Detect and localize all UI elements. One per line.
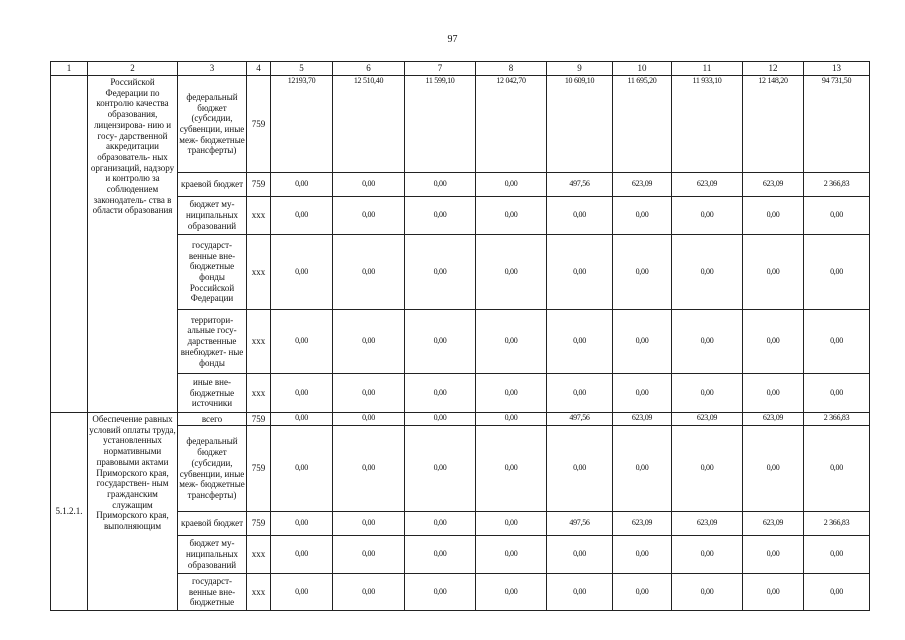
- value-cell: 0,00: [271, 512, 333, 536]
- value-cell: 0,00: [743, 536, 804, 574]
- value-cell: 0,00: [476, 512, 547, 536]
- value-cell: 497,56: [547, 512, 613, 536]
- value-cell: 623,09: [613, 173, 672, 197]
- value-cell: 0,00: [743, 235, 804, 310]
- value-cell: 0,00: [405, 197, 476, 235]
- code-cell: ххх: [247, 197, 271, 235]
- code-cell: 759: [247, 512, 271, 536]
- value-cell: 0,00: [804, 310, 870, 374]
- value-cell: 0,00: [476, 310, 547, 374]
- code-cell: 759: [247, 173, 271, 197]
- value-cell: 0,00: [333, 374, 405, 413]
- value-cell: 0,00: [405, 374, 476, 413]
- value-cell: 0,00: [405, 235, 476, 310]
- value-cell: 0,00: [271, 173, 333, 197]
- funding-source-cell: бюджет му- ниципальных образований: [178, 197, 247, 235]
- column-header: 8: [476, 62, 547, 76]
- value-cell: 0,00: [333, 512, 405, 536]
- value-cell: 0,00: [476, 235, 547, 310]
- event-name-cell: Обеспечение равных условий оплаты труда, установленных нормативными правовыми актами Приморского края, государствен- ным гражданским служащим Приморского края, выполняющим: [88, 413, 178, 611]
- code-cell: 759: [247, 76, 271, 173]
- value-cell: 0,00: [333, 310, 405, 374]
- column-header: 12: [743, 62, 804, 76]
- value-cell: 0,00: [547, 536, 613, 574]
- code-cell: ххх: [247, 374, 271, 413]
- value-cell: 0,00: [333, 536, 405, 574]
- column-header: 9: [547, 62, 613, 76]
- value-cell: 0,00: [804, 574, 870, 611]
- funding-source-cell: краевой бюджет: [178, 512, 247, 536]
- value-cell: 623,09: [672, 173, 743, 197]
- value-cell: 0,00: [476, 374, 547, 413]
- value-cell: 0,00: [476, 536, 547, 574]
- table-row: [51, 413, 870, 426]
- value-cell: 0,00: [743, 426, 804, 512]
- value-cell: 0,00: [405, 310, 476, 374]
- value-cell: 0,00: [613, 197, 672, 235]
- column-header: 11: [672, 62, 743, 76]
- value-cell: 623,09: [613, 413, 672, 426]
- value-cell: 623,09: [672, 413, 743, 426]
- value-cell: 0,00: [547, 426, 613, 512]
- column-header: 4: [247, 62, 271, 76]
- code-cell: 759: [247, 426, 271, 512]
- value-cell: 0,00: [476, 426, 547, 512]
- value-cell: 0,00: [333, 197, 405, 235]
- column-header: 7: [405, 62, 476, 76]
- value-cell: 0,00: [547, 235, 613, 310]
- event-name-cell: Российской Федерации по контролю качества образования, лицензирова- нию и госу- дарственной аккредитации образователь- ных организаций, надзору и контролю за соблюдением законодатель- ства в области образования: [88, 76, 178, 413]
- column-header: 10: [613, 62, 672, 76]
- value-cell: 0,00: [405, 536, 476, 574]
- value-cell: 0,00: [405, 574, 476, 611]
- column-header: 5: [271, 62, 333, 76]
- funding-source-cell: всего: [178, 413, 247, 426]
- value-cell: 0,00: [743, 374, 804, 413]
- funding-source-cell: иные вне- бюджетные источники: [178, 374, 247, 413]
- column-header: 13: [804, 62, 870, 76]
- value-cell: 0,00: [672, 374, 743, 413]
- value-cell: 0,00: [271, 413, 333, 426]
- code-cell: ххх: [247, 310, 271, 374]
- table-row: [51, 76, 870, 173]
- value-cell: 0,00: [271, 235, 333, 310]
- value-cell: 0,00: [613, 235, 672, 310]
- value-cell: 0,00: [613, 426, 672, 512]
- value-cell: 12 510,40: [333, 76, 405, 173]
- value-cell: 11 599,10: [405, 76, 476, 173]
- value-cell: 0,00: [804, 536, 870, 574]
- value-cell: 0,00: [613, 374, 672, 413]
- value-cell: 0,00: [333, 426, 405, 512]
- funding-source-cell: краевой бюджет: [178, 173, 247, 197]
- code-cell: ххх: [247, 536, 271, 574]
- value-cell: 12 148,20: [743, 76, 804, 173]
- value-cell: 0,00: [476, 574, 547, 611]
- value-cell: 623,09: [613, 512, 672, 536]
- value-cell: 12193,70: [271, 76, 333, 173]
- funding-source-cell: бюджет му- ниципальных образований: [178, 536, 247, 574]
- value-cell: 0,00: [804, 235, 870, 310]
- value-cell: 0,00: [672, 426, 743, 512]
- value-cell: 2 366,83: [804, 173, 870, 197]
- value-cell: 0,00: [405, 173, 476, 197]
- code-cell: ххх: [247, 235, 271, 310]
- value-cell: 12 042,70: [476, 76, 547, 173]
- value-cell: 0,00: [271, 574, 333, 611]
- value-cell: 10 609,10: [547, 76, 613, 173]
- value-cell: 0,00: [743, 197, 804, 235]
- funding-source-cell: федеральный бюджет (субсидии, субвенции, иные меж- бюджетные трансферты): [178, 426, 247, 512]
- code-cell: 759: [247, 413, 271, 426]
- header-row: [51, 62, 870, 76]
- value-cell: 0,00: [271, 310, 333, 374]
- value-cell: 0,00: [271, 426, 333, 512]
- value-cell: 0,00: [613, 310, 672, 374]
- value-cell: 0,00: [476, 197, 547, 235]
- funding-source-cell: государст- венные вне- бюджетные фонды Российской Федерации: [178, 235, 247, 310]
- value-cell: 0,00: [547, 374, 613, 413]
- value-cell: 497,56: [547, 173, 613, 197]
- value-cell: 0,00: [333, 413, 405, 426]
- value-cell: 0,00: [672, 235, 743, 310]
- value-cell: 623,09: [672, 512, 743, 536]
- column-header: 6: [333, 62, 405, 76]
- funding-source-cell: государст- венные вне- бюджетные: [178, 574, 247, 611]
- value-cell: 0,00: [271, 536, 333, 574]
- value-cell: 0,00: [547, 574, 613, 611]
- page-number: 97: [447, 34, 458, 45]
- value-cell: 497,56: [547, 413, 613, 426]
- value-cell: 0,00: [405, 413, 476, 426]
- value-cell: 0,00: [476, 413, 547, 426]
- value-cell: 0,00: [672, 574, 743, 611]
- value-cell: 2 366,83: [804, 413, 870, 426]
- budget-table: [50, 61, 870, 611]
- value-cell: 0,00: [743, 574, 804, 611]
- value-cell: 0,00: [271, 374, 333, 413]
- value-cell: 11 695,20: [613, 76, 672, 173]
- value-cell: 0,00: [804, 374, 870, 413]
- column-header: 3: [178, 62, 247, 76]
- value-cell: 0,00: [333, 235, 405, 310]
- value-cell: 0,00: [547, 310, 613, 374]
- value-cell: 0,00: [405, 426, 476, 512]
- value-cell: 0,00: [804, 426, 870, 512]
- funding-source-cell: территори- альные госу- дарственные внебюджет- ные фонды: [178, 310, 247, 374]
- value-cell: 623,09: [743, 173, 804, 197]
- value-cell: 0,00: [672, 197, 743, 235]
- value-cell: 11 933,10: [672, 76, 743, 173]
- table-body: [51, 62, 870, 611]
- value-cell: 623,09: [743, 512, 804, 536]
- value-cell: 0,00: [743, 310, 804, 374]
- value-cell: 0,00: [271, 197, 333, 235]
- value-cell: 94 731,50: [804, 76, 870, 173]
- value-cell: 0,00: [333, 574, 405, 611]
- row-number-cell: 5.1.2.1.: [51, 413, 88, 611]
- value-cell: 0,00: [672, 536, 743, 574]
- value-cell: 0,00: [613, 536, 672, 574]
- value-cell: 0,00: [547, 197, 613, 235]
- value-cell: 0,00: [405, 512, 476, 536]
- value-cell: 0,00: [672, 310, 743, 374]
- column-header: 2: [88, 62, 178, 76]
- funding-source-cell: федеральный бюджет (субсидии, субвенции, иные меж- бюджетные трансферты): [178, 76, 247, 173]
- value-cell: 2 366,83: [804, 512, 870, 536]
- value-cell: 0,00: [613, 574, 672, 611]
- row-number-cell: [51, 76, 88, 413]
- column-header: 1: [51, 62, 88, 76]
- value-cell: 0,00: [333, 173, 405, 197]
- value-cell: 0,00: [804, 197, 870, 235]
- code-cell: ххх: [247, 574, 271, 611]
- value-cell: 623,09: [743, 413, 804, 426]
- value-cell: 0,00: [476, 173, 547, 197]
